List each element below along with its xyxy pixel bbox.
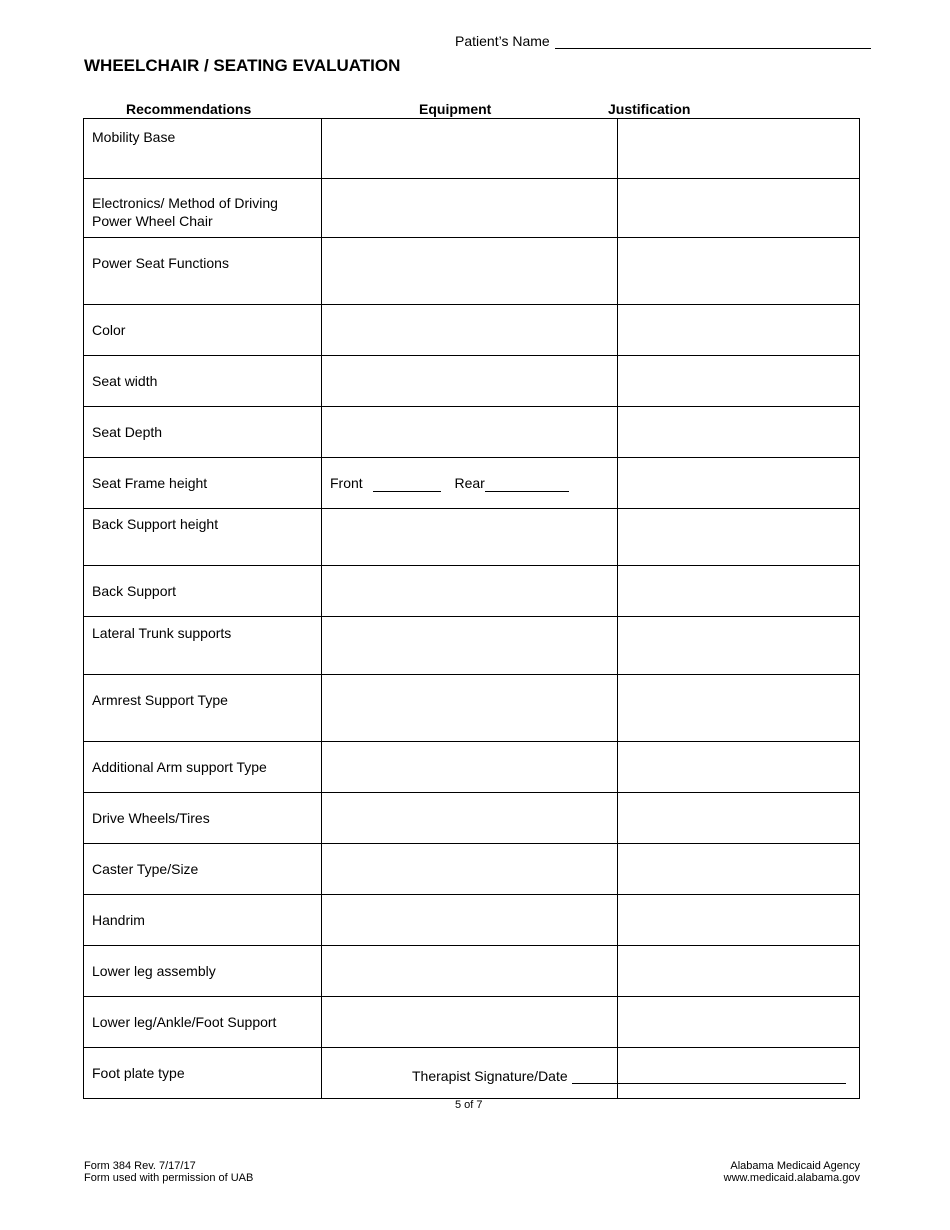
footer-left bbox=[84, 1160, 253, 1184]
column-header-equipment: Equipment bbox=[419, 101, 492, 117]
table-row bbox=[84, 407, 860, 458]
front-height-input-line[interactable] bbox=[373, 477, 441, 492]
justification-cell[interactable] bbox=[618, 356, 860, 407]
table-row bbox=[84, 509, 860, 566]
evaluation-table bbox=[83, 118, 860, 1099]
justification-cell[interactable] bbox=[618, 509, 860, 566]
seat-frame-height-equipment-cell bbox=[322, 458, 618, 509]
recommendation-label: Lower leg/Ankle/Foot Support bbox=[84, 997, 322, 1048]
recommendation-label: Seat Frame height bbox=[84, 458, 322, 509]
table-row bbox=[84, 895, 860, 946]
justification-cell[interactable] bbox=[618, 407, 860, 458]
justification-cell[interactable] bbox=[618, 675, 860, 742]
table-row bbox=[84, 119, 860, 179]
rear-height-input-line[interactable] bbox=[485, 477, 569, 492]
patient-name-label: Patient’s Name bbox=[455, 33, 550, 49]
table-row bbox=[84, 793, 860, 844]
justification-cell[interactable] bbox=[618, 238, 860, 305]
page-number: 5 of 7 bbox=[455, 1099, 483, 1111]
table-row bbox=[84, 566, 860, 617]
permission-note: Form used with permission of UAB bbox=[84, 1172, 254, 1184]
justification-cell[interactable] bbox=[618, 997, 860, 1048]
table-row bbox=[84, 356, 860, 407]
page-title: WHEELCHAIR / SEATING EVALUATION bbox=[84, 56, 401, 75]
justification-cell[interactable] bbox=[618, 305, 860, 356]
table-row bbox=[84, 844, 860, 895]
justification-cell[interactable] bbox=[618, 566, 860, 617]
justification-cell[interactable] bbox=[618, 119, 860, 179]
equipment-cell[interactable] bbox=[322, 305, 618, 356]
front-label: Front bbox=[330, 475, 363, 491]
table-row bbox=[84, 742, 860, 793]
column-header-recommendations: Recommendations bbox=[126, 101, 252, 117]
recommendation-label: Foot plate type bbox=[84, 1048, 322, 1099]
recommendation-label: Color bbox=[84, 305, 322, 356]
table-row bbox=[84, 305, 860, 356]
recommendation-label: Electronics/ Method of Driving Power Wheel Chair bbox=[84, 179, 322, 238]
equipment-cell[interactable] bbox=[322, 407, 618, 458]
justification-cell[interactable] bbox=[618, 793, 860, 844]
equipment-cell[interactable] bbox=[322, 742, 618, 793]
recommendation-label: Back Support height bbox=[84, 509, 322, 566]
table-row bbox=[84, 458, 860, 509]
equipment-cell[interactable] bbox=[322, 997, 618, 1048]
justification-cell[interactable] bbox=[618, 742, 860, 793]
recommendation-label: Back Support bbox=[84, 566, 322, 617]
recommendation-label: Mobility Base bbox=[84, 119, 322, 179]
form-number: Form 384 Rev. 7/17/17 bbox=[84, 1160, 196, 1172]
justification-cell[interactable] bbox=[618, 179, 860, 238]
justification-cell[interactable] bbox=[618, 617, 860, 675]
table-row bbox=[84, 946, 860, 997]
justification-cell[interactable] bbox=[618, 844, 860, 895]
recommendation-label: Armrest Support Type bbox=[84, 675, 322, 742]
equipment-cell[interactable] bbox=[322, 179, 618, 238]
therapist-signature-field bbox=[412, 1068, 846, 1084]
recommendation-label: Power Seat Functions bbox=[84, 238, 322, 305]
recommendation-label: Seat Depth bbox=[84, 407, 322, 458]
equipment-cell[interactable] bbox=[322, 844, 618, 895]
equipment-cell[interactable] bbox=[322, 356, 618, 407]
recommendation-label: Lateral Trunk supports bbox=[84, 617, 322, 675]
equipment-cell[interactable] bbox=[322, 509, 618, 566]
agency-website: www.medicaid.alabama.gov bbox=[723, 1172, 860, 1184]
justification-cell[interactable] bbox=[618, 895, 860, 946]
therapist-signature-input-line[interactable] bbox=[572, 1069, 846, 1084]
equipment-cell[interactable] bbox=[322, 946, 618, 997]
equipment-cell[interactable] bbox=[322, 675, 618, 742]
rear-label: Rear bbox=[454, 475, 485, 491]
equipment-cell[interactable] bbox=[322, 895, 618, 946]
patient-name-field bbox=[455, 33, 871, 49]
recommendation-label: Additional Arm support Type bbox=[84, 742, 322, 793]
equipment-cell[interactable] bbox=[322, 617, 618, 675]
equipment-cell[interactable] bbox=[322, 238, 618, 305]
footer-right bbox=[724, 1160, 860, 1184]
therapist-signature-label: Therapist Signature/Date bbox=[412, 1068, 568, 1084]
table-row bbox=[84, 997, 860, 1048]
table-row bbox=[84, 179, 860, 238]
equipment-cell[interactable] bbox=[322, 119, 618, 179]
recommendation-label: Caster Type/Size bbox=[84, 844, 322, 895]
column-header-justification: Justification bbox=[608, 101, 691, 117]
agency-name: Alabama Medicaid Agency bbox=[730, 1160, 860, 1172]
table-row bbox=[84, 675, 860, 742]
recommendation-label: Lower leg assembly bbox=[84, 946, 322, 997]
table-row bbox=[84, 617, 860, 675]
recommendation-label: Seat width bbox=[84, 356, 322, 407]
recommendation-label: Drive Wheels/Tires bbox=[84, 793, 322, 844]
equipment-cell[interactable] bbox=[322, 793, 618, 844]
patient-name-input-line[interactable] bbox=[555, 34, 871, 49]
table-row bbox=[84, 238, 860, 305]
equipment-cell[interactable] bbox=[322, 566, 618, 617]
justification-cell[interactable] bbox=[618, 946, 860, 997]
recommendation-label: Handrim bbox=[84, 895, 322, 946]
justification-cell[interactable] bbox=[618, 458, 860, 509]
